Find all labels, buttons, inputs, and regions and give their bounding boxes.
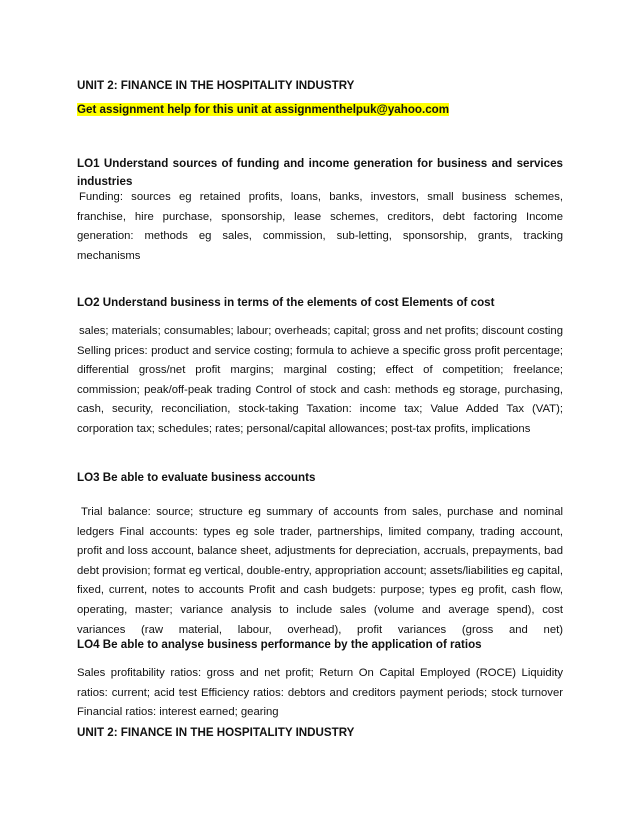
lo1-heading: LO1 Understand sources of funding and income generation for business and services industries (77, 157, 563, 188)
lo4-body: Sales profitability ratios: gross and net profit; Return On Capital Employed (ROCE) Liquidity ratios: current; acid test Efficiency ratios: debtors and creditors payment periods; stock turnover Financial ratios: interest earned; gearing (77, 667, 563, 719)
lo1-body: Funding: sources eg retained profits, loans, banks, investors, small business schemes, franchise, hire purchase, sponsorship, lease schemes, creditors, debt factoring Income generation: methods eg sales, commission, sub-letting, sponsorship, grants, tracking mechanisms (77, 191, 563, 262)
lo2-body: sales; materials; consumables; labour; overheads; capital; gross and net profits; discount costing Selling prices: product and service costing; formula to achieve a specific gross profit percentage; differential gross/net profit margins; marginal costing; effect of competition; freelance; commission; peak/off-peak trading Control of stock and cash: methods eg storage, purchasing, cash, security, reconciliation, stock-taking Taxation: income tax; Value Added Tax (VAT); corporation tax; schedules; rates; personal/capital allowances; post-tax profits, implications (77, 325, 563, 435)
footer-unit-title: UNIT 2: FINANCE IN THE HOSPITALITY INDUSTRY (77, 726, 355, 739)
assignment-help-link[interactable]: Get assignment help for this unit at assignmenthelpuk@yahoo.com (77, 103, 450, 116)
unit-title: UNIT 2: FINANCE IN THE HOSPITALITY INDUSTRY (77, 79, 355, 92)
lo3-body: Trial balance: source; structure eg summary of accounts from sales, purchase and nominal ledgers Final accounts: types eg sole trader, partnerships, limited company, trading account, profit and loss account, balance sheet, adjustments for depreciation, accruals, prepayments, bad debt provision; format eg vertical, double-entry, appropriation account; assets/liabilities eg capital, fixed, current, notes to accounts Profit and cash budgets: purpose; types eg profit, cash flow, operating, master; variance analysis to include sales (volume and average spend), cost variances (raw material, labour, overhead), profit variances (gross and net) (77, 506, 563, 636)
lo3-heading: LO3 Be able to evaluate business accounts (77, 471, 316, 484)
lo2-heading: LO2 Understand business in terms of the elements of cost Elements of cost (77, 296, 495, 309)
lo4-heading: LO4 Be able to analyse business performance by the application of ratios (77, 638, 482, 651)
promo-line (77, 101, 563, 119)
